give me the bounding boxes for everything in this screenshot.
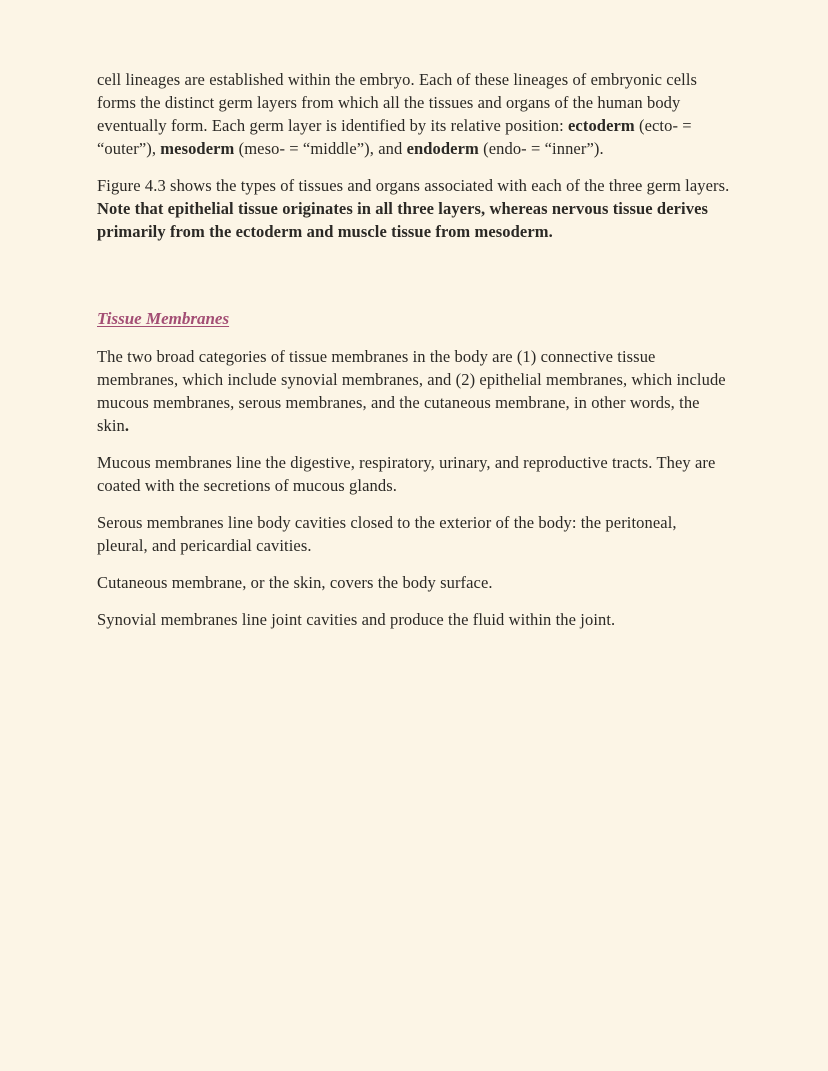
figure-note-paragraph [97,174,731,243]
text-run: Cutaneous membrane, or the skin, covers the body surface. [97,573,493,592]
text-run: (ecto- = “outer”), [97,116,692,158]
document-content [97,68,731,631]
text-run: Mucous membranes line the digestive, respiratory, urinary, and reproductive tracts. They are coated with the secretions of mucous glands. [97,453,716,495]
bold-text-run: Note that epithelial tissue originates in all three layers, whereas nervous tissue derives primarily from the ectoderm and muscle tissue from mesoderm. [97,199,709,241]
mucous-membranes-paragraph [97,451,731,497]
bold-text-run: ectoderm [568,116,635,135]
synovial-membranes-paragraph [97,608,731,631]
text-run: Serous membranes line body cavities closed to the exterior of the body: the peritoneal, pleural, and pericardial cavities. [97,513,677,555]
cutaneous-membrane-paragraph [97,571,731,594]
text-run: cell lineages are established within the embryo. Each of these lineages of embryonic cells forms the distinct germ layers from which all the tissues and organs of the human body eventually form. Each germ layer is identified by its relative position: [97,70,698,135]
text-run: The two broad categories of tissue membranes in the body are (1) connective tissue membranes, which include synovial membranes, and (2) epithelial membranes, which include mucous membranes, serous membranes, and the cutaneous membrane, in other words, the skin [97,347,726,435]
text-run: Figure 4.3 shows the types of tissues and organs associated with each of the three germ layers. [97,176,730,195]
bold-text-run: mesoderm [160,139,235,158]
tissue-membranes-heading-link[interactable]: Tissue Membranes [97,309,230,328]
text-run: Synovial membranes line joint cavities and produce the fluid within the joint. [97,610,616,629]
serous-membranes-paragraph [97,511,731,557]
text-run: (endo- = “inner”). [478,139,604,158]
bold-text-run: endoderm [406,139,479,158]
germ-layers-paragraph [97,68,731,160]
membrane-categories-paragraph [97,345,731,437]
text-run: (meso- = “middle”), and [234,139,407,158]
bold-text-run: . [124,416,130,435]
